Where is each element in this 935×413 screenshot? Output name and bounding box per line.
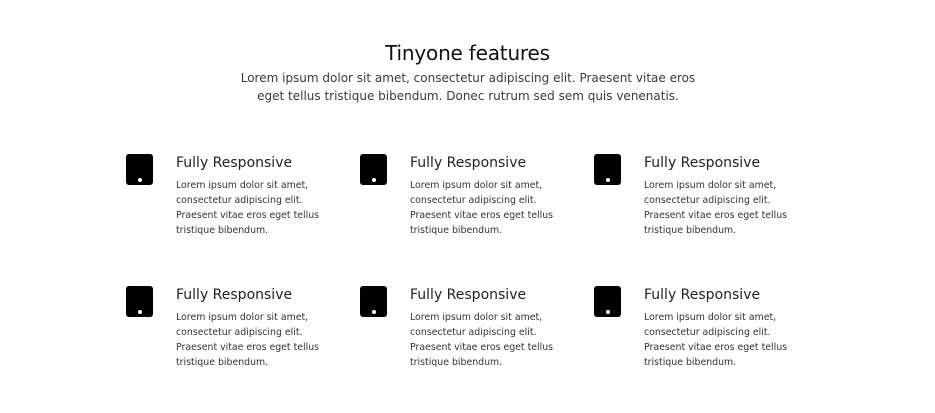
feature-title: Fully Responsive bbox=[644, 155, 761, 171]
tablet-icon bbox=[594, 154, 621, 185]
feature-description: Lorem ipsum dolor sit amet, consectetur adipiscing elit. Praesent vitae eros eget tellus tristique bibendum. bbox=[410, 312, 554, 368]
feature-title: Fully Responsive bbox=[410, 287, 527, 303]
feature-title: Fully Responsive bbox=[176, 287, 293, 303]
feature-item bbox=[126, 285, 346, 395]
tablet-icon bbox=[360, 154, 387, 185]
feature-description: Lorem ipsum dolor sit amet, consectetur adipiscing elit. Praesent vitae eros eget tellus tristique bibendum. bbox=[176, 180, 320, 236]
feature-description: Lorem ipsum dolor sit amet, consectetur adipiscing elit. Praesent vitae eros eget tellus tristique bibendum. bbox=[644, 180, 788, 236]
section-title: Tinyone features bbox=[385, 41, 550, 65]
feature-description: Lorem ipsum dolor sit amet, consectetur adipiscing elit. Praesent vitae eros eget tellus tristique bibendum. bbox=[410, 180, 554, 236]
feature-title: Fully Responsive bbox=[410, 155, 527, 171]
feature-title: Fully Responsive bbox=[176, 155, 293, 171]
feature-item bbox=[126, 153, 346, 263]
tablet-icon bbox=[126, 286, 153, 317]
tablet-icon bbox=[594, 286, 621, 317]
feature-item bbox=[360, 153, 580, 263]
feature-description: Lorem ipsum dolor sit amet, consectetur adipiscing elit. Praesent vitae eros eget tellus tristique bibendum. bbox=[176, 312, 320, 368]
feature-description: Lorem ipsum dolor sit amet, consectetur adipiscing elit. Praesent vitae eros eget tellus tristique bibendum. bbox=[644, 312, 788, 368]
feature-item bbox=[360, 285, 580, 395]
tablet-icon bbox=[360, 286, 387, 317]
feature-item bbox=[594, 285, 814, 395]
tablet-icon bbox=[126, 154, 153, 185]
feature-title: Fully Responsive bbox=[644, 287, 761, 303]
section-subtitle: Lorem ipsum dolor sit amet, consectetur adipiscing elit. Praesent vitae eros eget tellus tristique bibendum. Donec rutrum sed sem quis venenatis. bbox=[240, 71, 696, 103]
feature-item bbox=[594, 153, 814, 263]
